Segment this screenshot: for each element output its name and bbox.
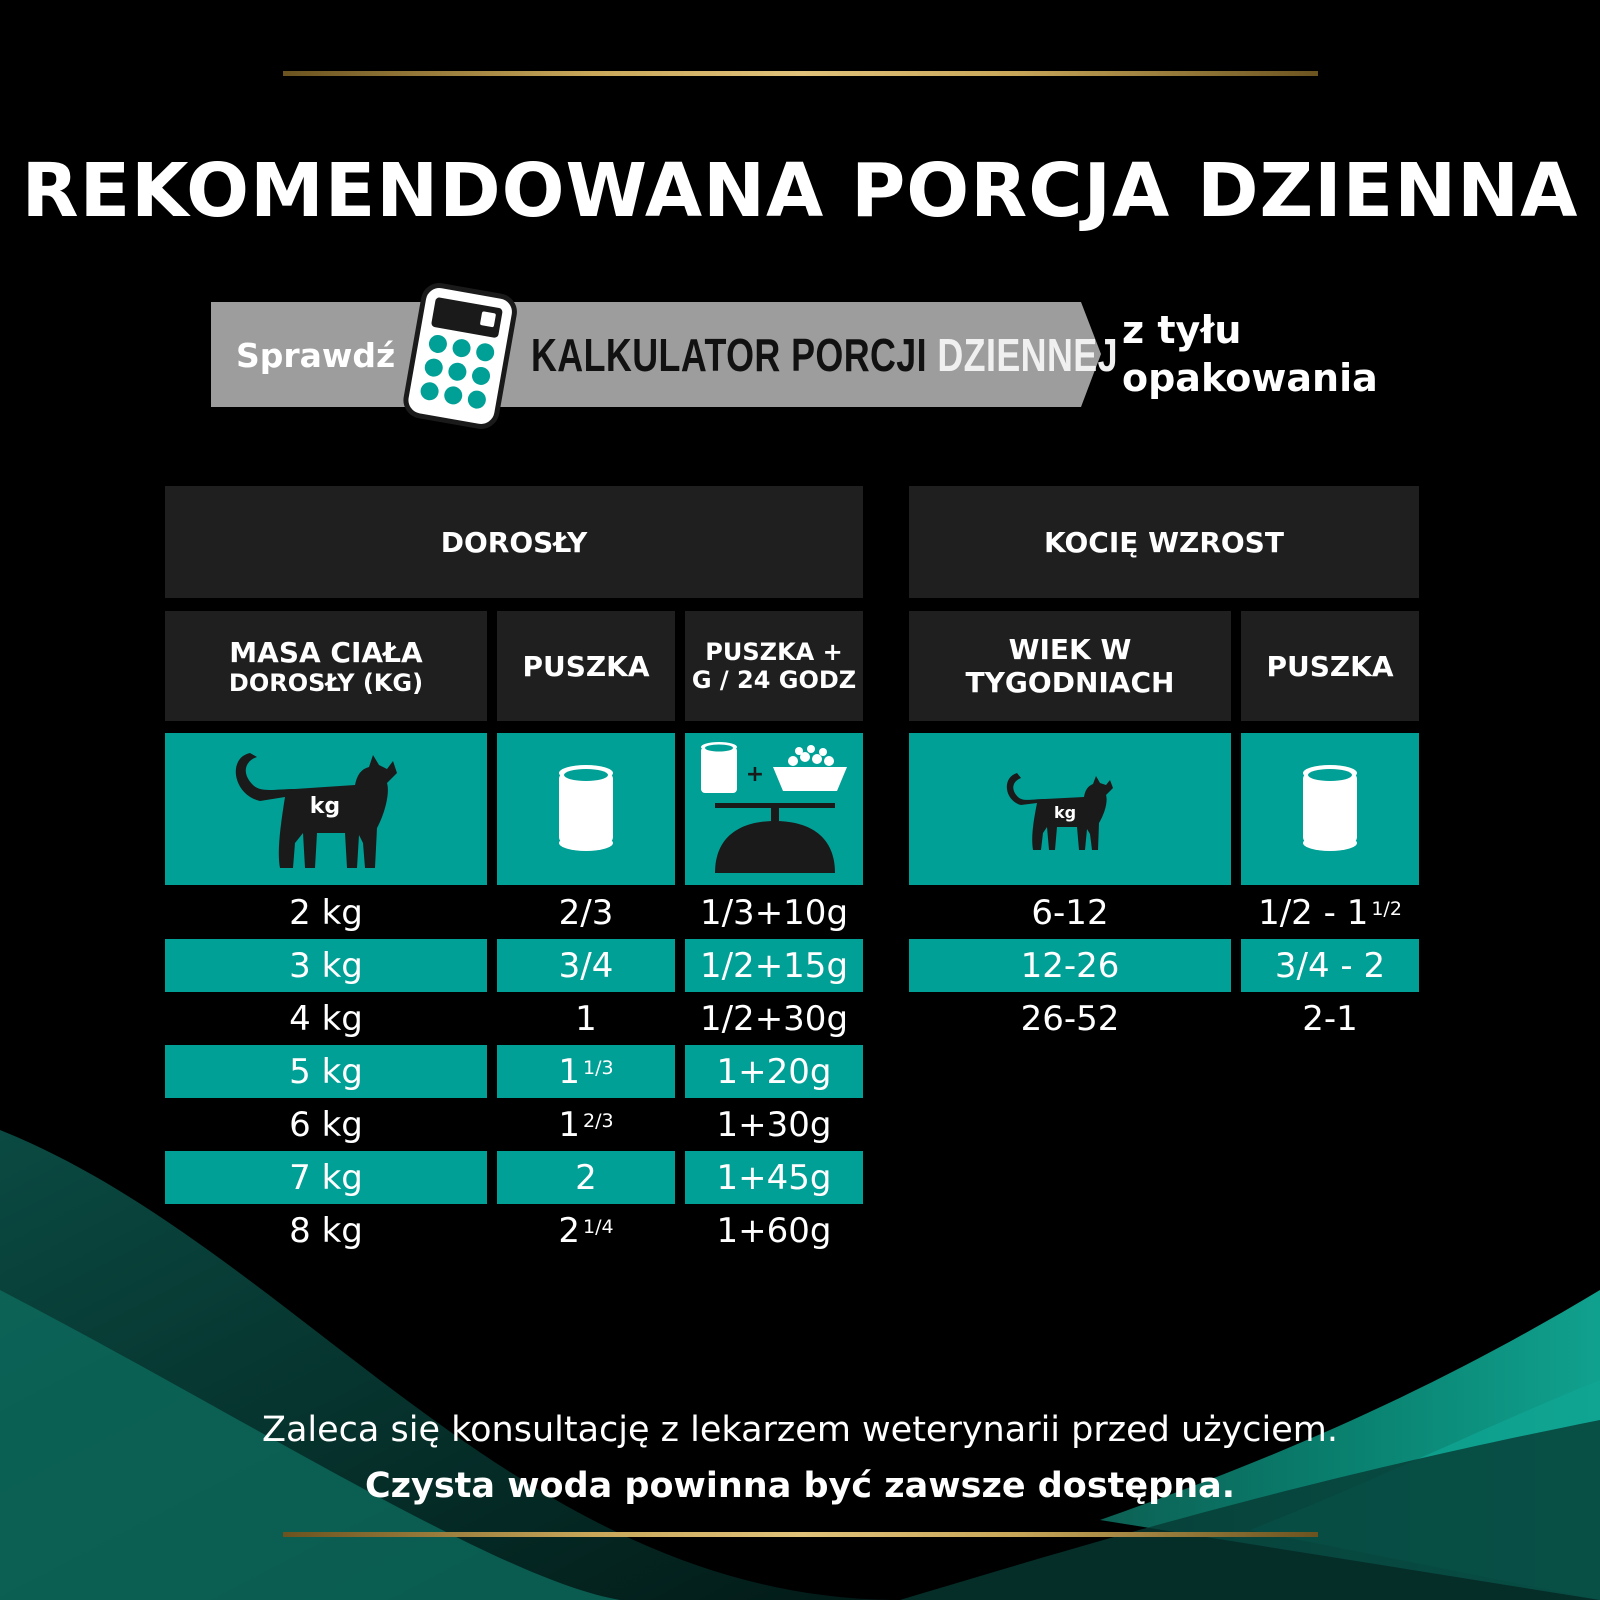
adult-mix-cell [685,1045,863,1098]
adult-mix-cell [685,1098,863,1151]
svg-text:+: + [745,762,765,787]
kitten-cat-icon-label: kg [1053,803,1077,822]
kitten-col-age-header [909,611,1231,721]
adult-can-cell [497,1151,675,1204]
adult-can-cell-value: 1 [558,1104,581,1145]
adult-can-cell-value: 2 [558,1210,581,1251]
adult-weight-cell-value: 7 kg [289,1157,363,1198]
adult-weight-cell-value: 3 kg [289,945,363,986]
adult-can-cell [497,1098,675,1151]
adult-weight-cell [165,939,487,992]
kitten-can-cell [1241,886,1419,939]
calc-label-dark: KALKULATOR PORCJI [531,329,928,381]
adult-can-cell-value: 3/4 [558,945,614,986]
adult-can-cell-value: 2/3 [558,892,614,933]
cat-icon [165,733,487,885]
kitten-can-cell [1241,939,1419,992]
adult-mix-cell [685,992,863,1045]
side-line-1: z tyłu [1122,308,1242,352]
adult-mix-cell-value: 1+30g [716,1104,832,1145]
adult-can-cell-fraction: 1/3 [583,1056,614,1079]
adult-weight-cell [165,1045,487,1098]
adult-mix-cell-value: 1+45g [716,1157,832,1198]
adult-mix-icon-box [685,733,863,885]
adult-weight-cell [165,1098,487,1151]
kitten-age-cell [909,939,1231,992]
adult-mix-cell-value: 1/3+10g [699,892,849,933]
adult-mix-cell-value: 1/2+15g [699,945,849,986]
adult-weight-cell-value: 2 kg [289,892,363,933]
footer-water-note: Czysta woda powinna być zawsze dostępna. [364,1466,1236,1506]
adult-section-title: DOROSŁY [440,525,588,559]
adult-weight-icon-box [165,733,487,885]
adult-weight-cell-value: 5 kg [289,1051,363,1092]
kitten-can-cell-fraction: 1/2 [1371,897,1402,920]
adult-col-can-header [497,611,675,721]
adult-weight-cell-value: 8 kg [289,1210,363,1251]
adult-can-cell-fraction: 2/3 [583,1109,614,1132]
kitten-can-cell-value: 2-1 [1302,998,1358,1039]
col-mix-line2: G / 24 GODZ [691,666,857,694]
adult-can-cell-value: 1 [575,998,597,1039]
kitten-age-cell-value: 26-52 [1020,998,1120,1039]
kitten-can-icon [1241,733,1419,885]
kitten-can-cell-value: 1/2 - 1 [1258,892,1369,933]
adult-mix-cell [685,1151,863,1204]
adult-weight-cell [165,1151,487,1204]
adult-section-header [165,486,863,598]
kitten-age-icon-box [909,733,1231,885]
adult-mix-cell-value: 1+20g [716,1051,832,1092]
adult-can-cell [497,1045,675,1098]
adult-mix-cell-value: 1+60g [716,1210,832,1251]
adult-can-cell [497,992,675,1045]
kitten-can-cell [1241,992,1419,1045]
kitten-age-cell-value: 12-26 [1020,945,1120,986]
kitten-section-header [909,486,1419,598]
col-age-label: WIEK W TYGODNIACH [965,633,1175,699]
footer-note: Zaleca się konsultację z lekarzem weterynarii przed użyciem. [262,1410,1338,1450]
side-line-2: opakowania [1122,356,1378,400]
banner-check-label: Sprawdź [236,336,396,375]
bottom-gold-divider [283,1532,1318,1537]
col-weight-line2: DOROSŁY (KG) [228,668,424,697]
cat-icon-label: kg [309,794,341,819]
adult-weight-cell [165,1204,487,1257]
adult-can-cell-value: 2 [575,1157,597,1198]
adult-can-cell [497,886,675,939]
banner-side-text [1122,306,1378,402]
col-mix-line1: PUSZKA + [705,638,843,666]
adult-weight-cell-value: 6 kg [289,1104,363,1145]
adult-can-cell-fraction: 1/4 [583,1215,614,1238]
kitten-col-can-label: PUSZKA [1266,649,1394,683]
adult-mix-cell-value: 1/2+30g [699,998,849,1039]
banner-calculator-label [531,328,1118,382]
adult-col-weight-header [165,611,487,721]
top-gold-divider [283,71,1318,76]
adult-can-icon-box [497,733,675,885]
page-title: REKOMENDOWANA PORCJA DZIENNA [21,148,1579,234]
adult-weight-cell-value: 4 kg [289,998,363,1039]
adult-weight-cell [165,886,487,939]
adult-can-cell-value: 1 [558,1051,581,1092]
kitten-cat-icon [909,733,1231,885]
kitten-col-can-header [1241,611,1419,721]
kitten-can-icon-box [1241,733,1419,885]
col-weight-line1: MASA CIAŁA [229,635,423,669]
adult-mix-cell [685,939,863,992]
can-icon [497,733,675,885]
calc-label-light: DZIENNEJ [937,329,1118,381]
can-plus-dry-scale-icon [685,733,863,885]
adult-can-cell [497,1204,675,1257]
adult-weight-cell [165,992,487,1045]
adult-col-mix-header [685,611,863,721]
adult-can-cell [497,939,675,992]
kitten-section-title: KOCIĘ WZROST [1044,525,1284,559]
kitten-age-cell-value: 6-12 [1031,892,1109,933]
col-can-label: PUSZKA [522,649,650,683]
adult-mix-cell [685,1204,863,1257]
calculator-icon [400,282,520,436]
kitten-can-cell-value: 3/4 - 2 [1274,945,1386,986]
kitten-age-cell [909,992,1231,1045]
kitten-age-cell [909,886,1231,939]
adult-mix-cell [685,886,863,939]
